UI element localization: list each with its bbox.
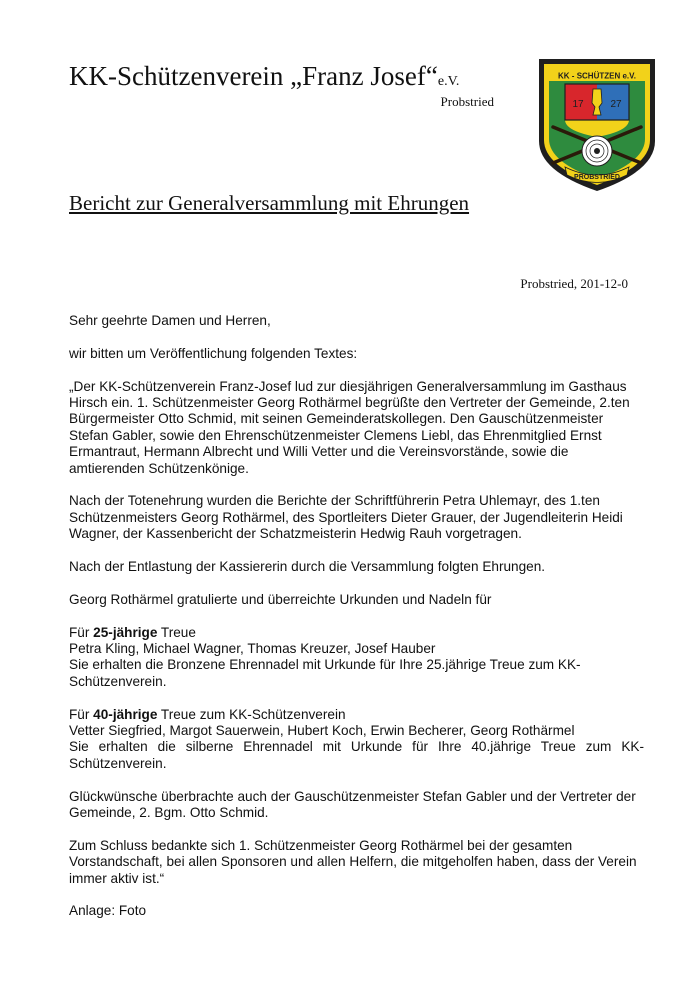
- publication-request: wir bitten um Veröffentlichung folgenden Textes:: [69, 345, 358, 361]
- letter-body: [69, 313, 644, 936]
- paragraph-intro: „Der KK-Schützenverein Franz-Josef lud zur diesjährigen Generalversammlung im Gasthaus Hirsch ein. 1. Schützenmeister Georg Rothärmel begrüßte den Vertreter der Gemeinde, 2.ten Bürgermeister Otto Schmid, mit seinen Gemeinderatskollegen. Den Gauschützenmeister Stefan Gabler, sowie den Ehrenschützenmeister Clemens Liebl, das Ehrenmitglied Ernst Ermantraut, Hermann Albrecht und Willi Vetter und die Vereinsvorstände, sowie die amtierenden Schützenkönige.: [69, 378, 630, 476]
- paragraph-reports: Nach der Totenehrung wurden die Berichte der Schriftführerin Petra Uhlemayr, des 1.ten Schützenmeisters Georg Rothärmel, des Sportleiters Dieter Grauer, der Jugendleiterin Heidi Wagner, der Kassenbericht der Schatzmeisterin Hedwig Rauh vorgetragen.: [69, 493, 623, 542]
- club-place: Probstried: [440, 94, 494, 109]
- date-line: Probstried, 201-12-0: [520, 276, 628, 291]
- paragraph-discharge: Nach der Entlastung der Kassiererin durch die Versammlung folgten Ehrungen.: [69, 559, 546, 575]
- crest-year-right: 27: [610, 99, 622, 110]
- crest-year-left: 17: [572, 99, 584, 110]
- honor-suffix: Treue: [157, 624, 196, 640]
- honor-prefix: Für: [69, 706, 94, 722]
- crest-top-text: KK - SCHÜTZEN e.V.: [558, 71, 636, 81]
- honor-note: Sie erhalten die Bronzene Ehrennadel mit Urkunde für Ihre 25.jährige Treue zum KK-Schützenverein.: [69, 657, 581, 689]
- club-crest-logo: [535, 55, 659, 195]
- honor-block-25: [69, 625, 644, 691]
- crest-banner-text: PROBSTRIED: [574, 174, 620, 181]
- report-heading: Bericht zur Generalversammlung mit Ehrungen: [69, 191, 470, 215]
- honor-prefix: Für: [69, 624, 94, 640]
- paragraph-gau: Glückwünsche überbrachte auch der Gauschützenmeister Stefan Gabler und der Vertreter der Gemeinde, 2. Bgm. Otto Schmid.: [69, 788, 636, 821]
- honor-block-40: [69, 707, 644, 773]
- honor-years: 40-jährige: [93, 706, 158, 722]
- club-title: [69, 60, 459, 98]
- paragraph-congrats: Georg Rothärmel gratulierte und überreichte Urkunden und Nadeln für: [69, 591, 492, 607]
- club-suffix: e.V.: [437, 74, 460, 89]
- honor-suffix: Treue zum KK-Schützenverein: [157, 706, 346, 722]
- honor-heading: [69, 625, 196, 640]
- honor-names: Vetter Siegfried, Margot Sauerwein, Hubert Koch, Erwin Becherer, Georg Rothärmel: [69, 723, 575, 739]
- honor-note: Sie erhalten die silberne Ehrennadel mit Urkunde für Ihre 40.jährige Treue zum KK-Schützenverein.: [69, 739, 644, 771]
- attachment-note: Anlage: Foto: [69, 903, 147, 919]
- honor-years: 25-jährige: [93, 624, 158, 640]
- honor-heading: [69, 707, 346, 722]
- salutation: Sehr geehrte Damen und Herren,: [69, 313, 271, 328]
- club-name: KK-Schützenverein „Franz Josef“: [69, 61, 438, 91]
- honor-names: Petra Kling, Michael Wagner, Thomas Kreuzer, Josef Hauber: [69, 641, 436, 657]
- paragraph-closing: Zum Schluss bedankte sich 1. Schützenmeister Georg Rothärmel bei der gesamten Vorstandschaft, bei allen Sponsoren und allen Helfern, die mitgeholfen haben, dass der Verein immer aktiv ist.“: [69, 837, 637, 886]
